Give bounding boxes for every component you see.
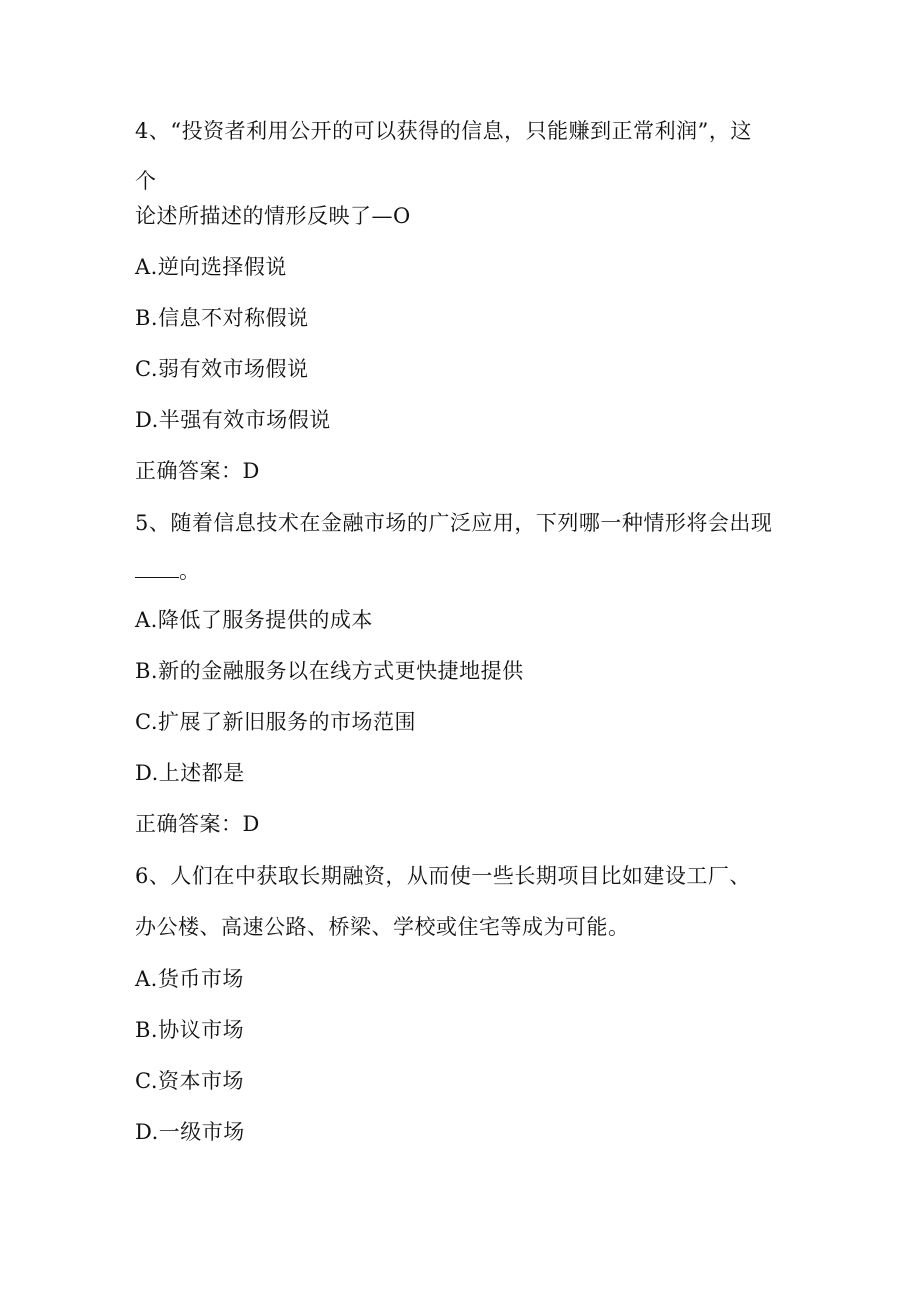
question-6-option-d: D.一级市场 (135, 1120, 245, 1144)
question-6-stem-line-1: 6、人们在中获取长期融资，从而使一些长期项目比如建设工厂、 (135, 864, 751, 888)
question-4-stem-line-3: 论述所描述的情形反映了—O (135, 204, 411, 228)
question-4-option-a: A.逆向选择假说 (135, 255, 287, 279)
answer-blank (135, 559, 179, 578)
question-4-option-d: D.半强有效市场假说 (135, 408, 331, 432)
question-5-stem-line-1: 5、随着信息技术在金融市场的广泛应用，下列哪一种情形将会出现 (135, 511, 773, 535)
question-4-stem-line-1: 4、“投资者利用公开的可以获得的信息，只能赚到正常利润”，这 (135, 119, 752, 143)
question-5-option-c: C.扩展了新旧服务的市场范围 (135, 710, 416, 734)
question-5-option-b: B.新的金融服务以在线方式更快捷地提供 (135, 659, 524, 683)
question-6-option-b: B.协议市场 (135, 1018, 245, 1042)
question-5-stem-line-2 (135, 558, 201, 584)
question-4-option-b: B.信息不对称假说 (135, 306, 309, 330)
question-4-answer: 正确答案：D (135, 459, 260, 483)
question-6-stem-line-2: 办公楼、高速公路、桥梁、学校或住宅等成为可能。 (135, 915, 630, 939)
question-4-option-c: C.弱有效市场假说 (135, 357, 309, 381)
question-6-option-a: A.货币市场 (135, 967, 244, 991)
question-5-option-a: A.降低了服务提供的成本 (135, 608, 373, 632)
question-4-stem-line-2: 个 (135, 169, 157, 193)
question-6-option-c: C.资本市场 (135, 1069, 244, 1093)
question-5-stem-line-2-suffix: 。 (179, 559, 201, 583)
question-5-answer: 正确答案：D (135, 812, 260, 836)
question-5-option-d: D.上述都是 (135, 761, 245, 785)
